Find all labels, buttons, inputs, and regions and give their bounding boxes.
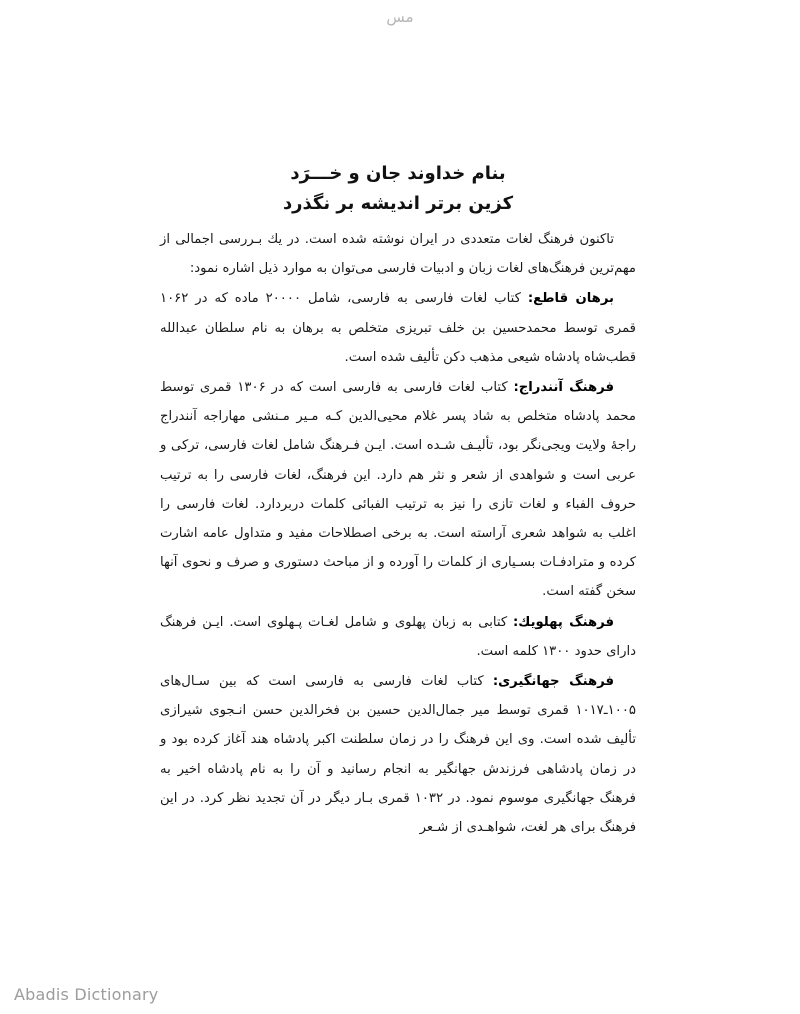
heading-verse-line-1: بنام خداوند جان و خـــرَد <box>290 163 506 184</box>
paragraph-anandraj <box>160 373 636 607</box>
paragraph-text: کتاب لغات فارسی به فارسی است که در ۱۳۰۶ قمری توسط محمد پادشاه متخلص به شاد پسر غلام محیی‌الدین کـه مـیر مـنشی مهاراجه آنندراج راجهٔ ولایت ویجی‌نگر بود، تألیـف شـده است. ایـن فـرهنگ شامل لغات فارسی، ترکی و عربی است و شواهدی از شعر و نثر هم دارد. این فرهنگ، لغات فارسی را به ترتیب حروف الفباء و لغات تازی را نیز به ترتیب الفبائی کلمات دربردارد. لغات فارسی را اغلب به شواهد شعری آراسته است. به برخی اصطلاحات مفید و متداول عامه اشارت کرده و مترادفـات بسـیاری از کلمات را آورده و از مباحث دستوری و صرف و نحوی آنها سخن گفته است. <box>160 380 636 600</box>
page-header-marker: مس <box>386 8 414 26</box>
paragraph-pahlavik <box>160 608 636 666</box>
paragraph-term: فرهنگ پهلویك: <box>513 614 614 630</box>
watermark: Abadis Dictionary <box>14 985 159 1004</box>
paragraph-text: کتاب لغات فارسی به فارسی، شامل ۲۰۰۰۰ ماده که در ۱۰۶۲ قمری توسط محمدحسین بن خلف تبریزی متخلص به برهان به نام سلطان عبدالله قطب‌شاه پادشاه شیعی مذهب دکن تألیف شده است. <box>160 291 636 365</box>
paragraph-intro <box>160 225 636 283</box>
paragraph-text: تاکنون فرهنگ لغات متعددی در ایران نوشته شده است. در یك بـررسی اجمالی از مهم‌ترین فرهنگ‌های لغات زبان و ادبیات فارسی می‌توان به موارد ذیل اشاره نمود: <box>160 232 636 277</box>
paragraph-borhan-ghate <box>160 284 636 372</box>
document-body <box>160 225 636 843</box>
paragraph-text: کتابی به زبان پهلوی و شامل لغـات پـهلوی است. ایـن فرهنگ دارای حدود ۱۳۰۰ کلمه است. <box>160 614 636 659</box>
paragraph-text: کتاب لغات فارسی به فارسی است که بین سـال‌های ۱۰۰۵ـ۱۰۱۷ قمری توسط میر جمال‌الدین حسین بن فخرالدین حسن انـجوی شیرازی تألیف شده است. وی این فرهنگ را در زمان سلطنت اکبر پادشاه هند آغاز کرده بود و در زمان پادشاهی فرزندش جهانگیر به انجام رسانید و آن را به نام پادشاه اخیر به فرهنگ جهانگیری موسوم نمود. در ۱۰۳۲ قمری بـار دیگر در آن تجدید نظر کرد. در این فرهنگ برای هر لغت، شواهـدی از شـعر <box>160 674 636 836</box>
paragraph-term: فرهنگ جهانگیری: <box>492 674 614 690</box>
paragraph-term: برهان قاطع: <box>527 291 614 307</box>
paragraph-term: فرهنگ آنندراج: <box>513 380 615 396</box>
heading-verse-line-2: کزین برتر اندیشه بر نگذرد <box>282 193 514 214</box>
paragraph-jahangiri <box>160 667 636 842</box>
